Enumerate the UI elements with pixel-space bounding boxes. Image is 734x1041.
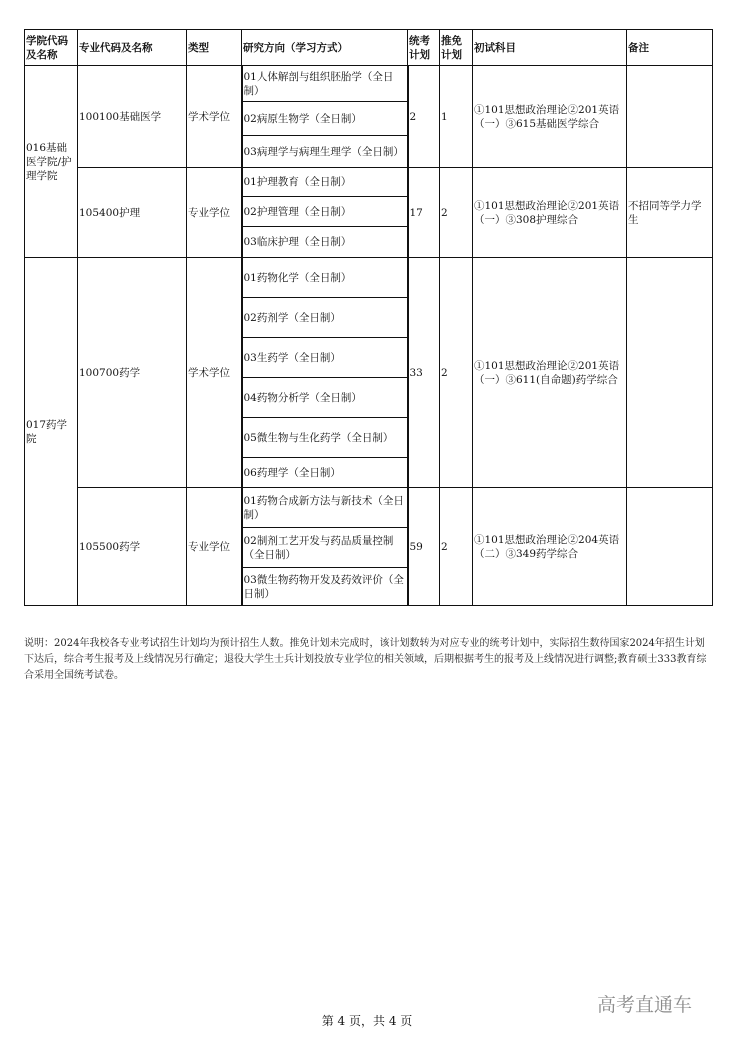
exempt-plan: 2 [440, 488, 473, 606]
header-major: 专业代码及名称 [78, 30, 187, 66]
watermark: 高考直通车 [597, 994, 693, 1016]
direction: 03微生物药物开发及药效评价（全日制） [242, 568, 408, 606]
subjects: ①101思想政治理论②204英语（二）③349药学综合 [473, 488, 627, 606]
exam-plan: 33 [408, 258, 440, 488]
exempt-plan: 2 [440, 258, 473, 488]
direction: 01药物化学（全日制） [242, 258, 408, 298]
subjects: ①101思想政治理论②201英语（一）③615基础医学综合 [473, 66, 627, 168]
exam-plan: 2 [408, 66, 440, 168]
direction: 01药物合成新方法与新技术（全日制） [242, 488, 408, 528]
header-exam-plan: 统考计划 [408, 30, 440, 66]
exempt-plan: 2 [440, 168, 473, 258]
header-exempt-plan: 推免计划 [440, 30, 473, 66]
direction: 02病原生物学（全日制） [242, 102, 408, 136]
direction: 01护理教育（全日制） [242, 168, 408, 197]
header-subjects: 初试科目 [473, 30, 627, 66]
direction: 05微生物与生化药学（全日制） [242, 418, 408, 458]
major-name: 100700药学 [78, 258, 187, 488]
major-type: 学术学位 [187, 66, 242, 168]
admissions-table [24, 29, 713, 606]
subjects: ①101思想政治理论②201英语（一）③308护理综合 [473, 168, 627, 258]
direction: 02制剂工艺开发与药品质量控制（全日制） [242, 528, 408, 568]
remark: 不招同等学力学生 [627, 168, 713, 258]
major-name: 105500药学 [78, 488, 187, 606]
header-type: 类型 [187, 30, 242, 66]
major-type: 学术学位 [187, 258, 242, 488]
major-type: 专业学位 [187, 168, 242, 258]
exam-plan: 17 [408, 168, 440, 258]
explanatory-note: 说明：2024年我校各专业考试招生计划均为预计招生人数。推免计划未完成时，该计划数转为对应专业的统考计划中，实际招生数待国家2024年招生计划下达后，综合考生报考及上线情况另行确定；退役大学生士兵计划投放专业学位的相关领域，后期根据考生的报考及上线情况进行调整;教育硕士333教育综合采用全国统考试卷。 [24, 638, 707, 681]
header-remark: 备注 [627, 30, 713, 66]
direction: 03临床护理（全日制） [242, 227, 408, 258]
header-college: 学院代码及名称 [25, 30, 78, 66]
remark [627, 258, 713, 488]
remark [627, 66, 713, 168]
major-type: 专业学位 [187, 488, 242, 606]
remark [627, 488, 713, 606]
table-row [25, 66, 713, 102]
college-name: 016基础医学院/护理学院 [25, 66, 78, 258]
exempt-plan: 1 [440, 66, 473, 168]
table-row [25, 168, 713, 197]
direction: 02药剂学（全日制） [242, 298, 408, 338]
direction: 02护理管理（全日制） [242, 197, 408, 227]
college-name: 017药学院 [25, 258, 78, 606]
exam-plan: 59 [408, 488, 440, 606]
direction: 06药理学（全日制） [242, 458, 408, 488]
direction: 03生药学（全日制） [242, 338, 408, 378]
direction: 04药物分析学（全日制） [242, 378, 408, 418]
major-name: 100100基础医学 [78, 66, 187, 168]
direction: 01人体解剖与组织胚胎学（全日制） [242, 66, 408, 102]
direction: 03病理学与病理生理学（全日制） [242, 136, 408, 168]
header-row [25, 30, 713, 66]
page-footer: 第 4 页，共 4 页 [321, 1014, 413, 1028]
table-row [25, 258, 713, 298]
table-row [25, 488, 713, 528]
subjects: ①101思想政治理论②201英语（一）③611(自命题)药学综合 [473, 258, 627, 488]
major-name: 105400护理 [78, 168, 187, 258]
header-direction: 研究方向（学习方式） [242, 30, 408, 66]
